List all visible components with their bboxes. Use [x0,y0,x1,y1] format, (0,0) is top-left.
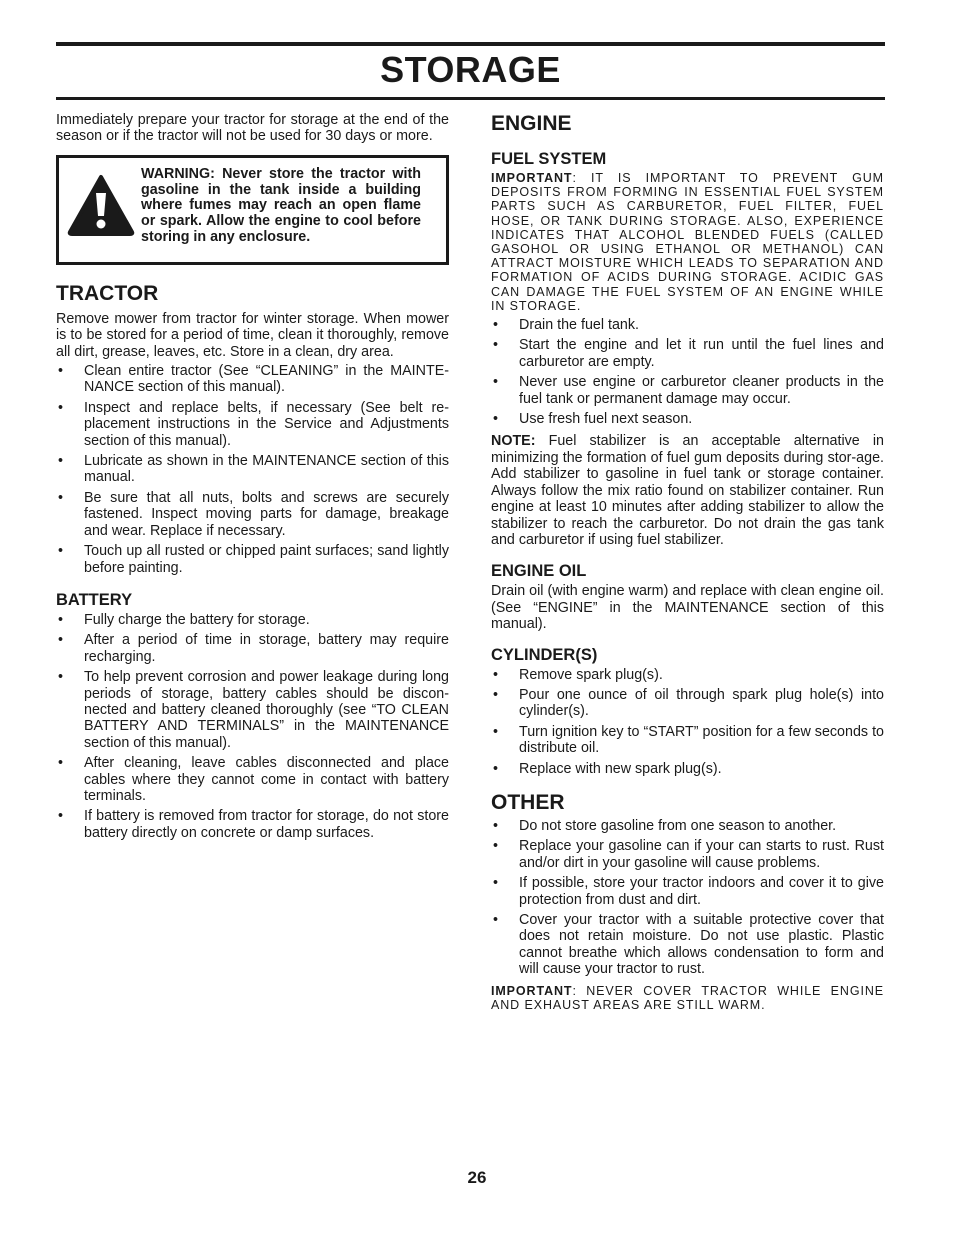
page-number: 26 [467,1168,487,1187]
important-label: IMPORTANT [491,171,573,185]
other-list [491,818,884,978]
list-item: • Replace your gasoline can if your can starts to rust. Rust and/or dirt in your gasoline will cause problems. [491,838,884,871]
list-item: • Cover your tractor with a suitable protective cover that does not retain moisture. Do not use plastic. Plastic cannot breathe which allows condensation to form and will cause your tractor to rust. [491,912,884,978]
list-item: • Remove spark plug(s). [491,667,884,683]
list-item: • To help prevent corrosion and power leakage during long periods of storage, battery cables should be discon-nected and battery cleaned thoroughly (see “TO CLEAN BATTERY AND TERMINALS” in the MAINTENANCE section of this manual). [56,669,449,751]
intro-paragraph: Immediately prepare your tractor for storage at the end of the season or if the tractor will not be used for 30 days or more. [56,112,449,145]
title-rule [56,97,885,100]
list-item: • Turn ignition key to “START” position for a few seconds to distribute oil. [491,724,884,757]
right-column [491,110,884,1012]
engine-oil-text: Drain oil (with engine warm) and replace with clean engine oil. (See “ENGINE” in the MAINTENANCE section of this manual). [491,583,884,633]
list-item: • Replace with new spark plug(s). [491,761,884,777]
cylinders-heading: CYLINDER(S) [491,645,598,664]
warning-text: WARNING: Never store the tractor with gasoline in the tank inside a building where fumes may reach an open flame or spark. Allow the engine to cool before storing in any enclosure. [141,165,421,245]
warning-triangle-icon [67,174,135,236]
list-item: • After a period of time in storage, battery may require recharging. [56,632,449,665]
list-item: • Use fresh fuel next season. [491,411,884,427]
top-rule [56,42,885,46]
important-text: : NEVER COVER TRACTOR WHILE ENGINE AND EXHAUST AREAS ARE STILL WARM. [491,983,884,1012]
list-item: • Do not store gasoline from one season to another. [491,818,884,834]
left-column [56,110,449,845]
engine-heading: ENGINE [491,112,572,135]
list-item: • Start the engine and let it run until the fuel lines and carburetor are empty. [491,337,884,370]
cylinders-list [491,667,884,777]
list-item: • Touch up all rusted or chipped paint surfaces; sand lightly before painting. [56,543,449,576]
list-item: • Be sure that all nuts, bolts and screws are securely fastened. Inspect moving parts for damage, breakage and wear. Replace if necessary. [56,490,449,539]
list-item: • Fully charge the battery for storage. [56,612,449,628]
note-text: Fuel stabilizer is an acceptable alternative in minimizing the formation of fuel gum deposits during stor-age. Add stabilizer to gasoline in fuel tank or storage container. Always follow the mix ratio found on stabilizer container. Run engine at least 10 minutes after adding stabilizer to allow the stabilizer to reach the carburetor. Do not drain the gas tank and carburetor if using fuel stabilizer. [491,433,884,548]
note-label: NOTE: [491,433,536,450]
list-item: • Lubricate as shown in the MAINTENANCE section of this manual. [56,453,449,486]
other-heading: OTHER [491,790,565,814]
tractor-intro: Remove mower from tractor for winter storage. When mower is to be stored for a period of time, clean it thoroughly, remove all dirt, grease, leaves, etc. Store in a clean, dry area. [56,310,449,360]
important-label: IMPORTANT [491,983,573,998]
other-important-note [491,984,884,1012]
list-item: • Clean entire tractor (See “CLEANING” in the MAINTE-NANCE section of this manual). [56,363,449,396]
list-item: • Drain the fuel tank. [491,317,884,333]
fuel-system-heading: FUEL SYSTEM [491,150,607,168]
engine-oil-heading: ENGINE OIL [491,562,587,581]
list-item: • If possible, store your tractor indoors and cover it to give protection from dust and dirt. [491,875,884,908]
list-item: • If battery is removed from tractor for storage, do not store battery directly on concrete or damp surfaces. [56,808,449,841]
warning-box [56,155,449,265]
fuel-system-list [491,317,884,427]
battery-list [56,612,449,841]
battery-heading: BATTERY [56,590,133,609]
tractor-list [56,363,449,576]
important-text: : IT IS IMPORTANT TO PREVENT GUM DEPOSITS FROM FORMING IN ESSENTIAL FUEL SYSTEM PARTS SUCH AS CARBURETOR, FUEL FILTER, FUEL HOSE, OR TANK DURING STORAGE. ALSO, EXPERIENCE INDICATES THAT ALCOHOL BLENDED FUELS (CALLED GASOHOL OR USING ETHANOL OR METHANOL) CAN ATTRACT MOISTURE WHICH LEADS TO SEPARATION AND FORMATION OF ACIDS DURING STORAGE. ACIDIC GAS CAN DAMAGE THE FUEL SYSTEM OF AN ENGINE WHILE IN STORAGE. [491,171,884,313]
list-item: • Never use engine or carburetor cleaner products in the fuel tank or permanent damage may occur. [491,374,884,407]
list-item: • Inspect and replace belts, if necessary (See belt re-placement instructions in the Service and Adjustments section of this manual). [56,400,449,449]
tractor-heading: TRACTOR [56,281,159,305]
fuel-important-note [491,171,884,313]
list-item: • After cleaning, leave cables disconnected and place cables where they cannot come in contact with battery terminals. [56,755,449,804]
list-item: • Pour one ounce of oil through spark plug hole(s) into cylinder(s). [491,687,884,720]
fuel-stabilizer-note [491,433,884,548]
page-title: STORAGE [380,49,561,90]
